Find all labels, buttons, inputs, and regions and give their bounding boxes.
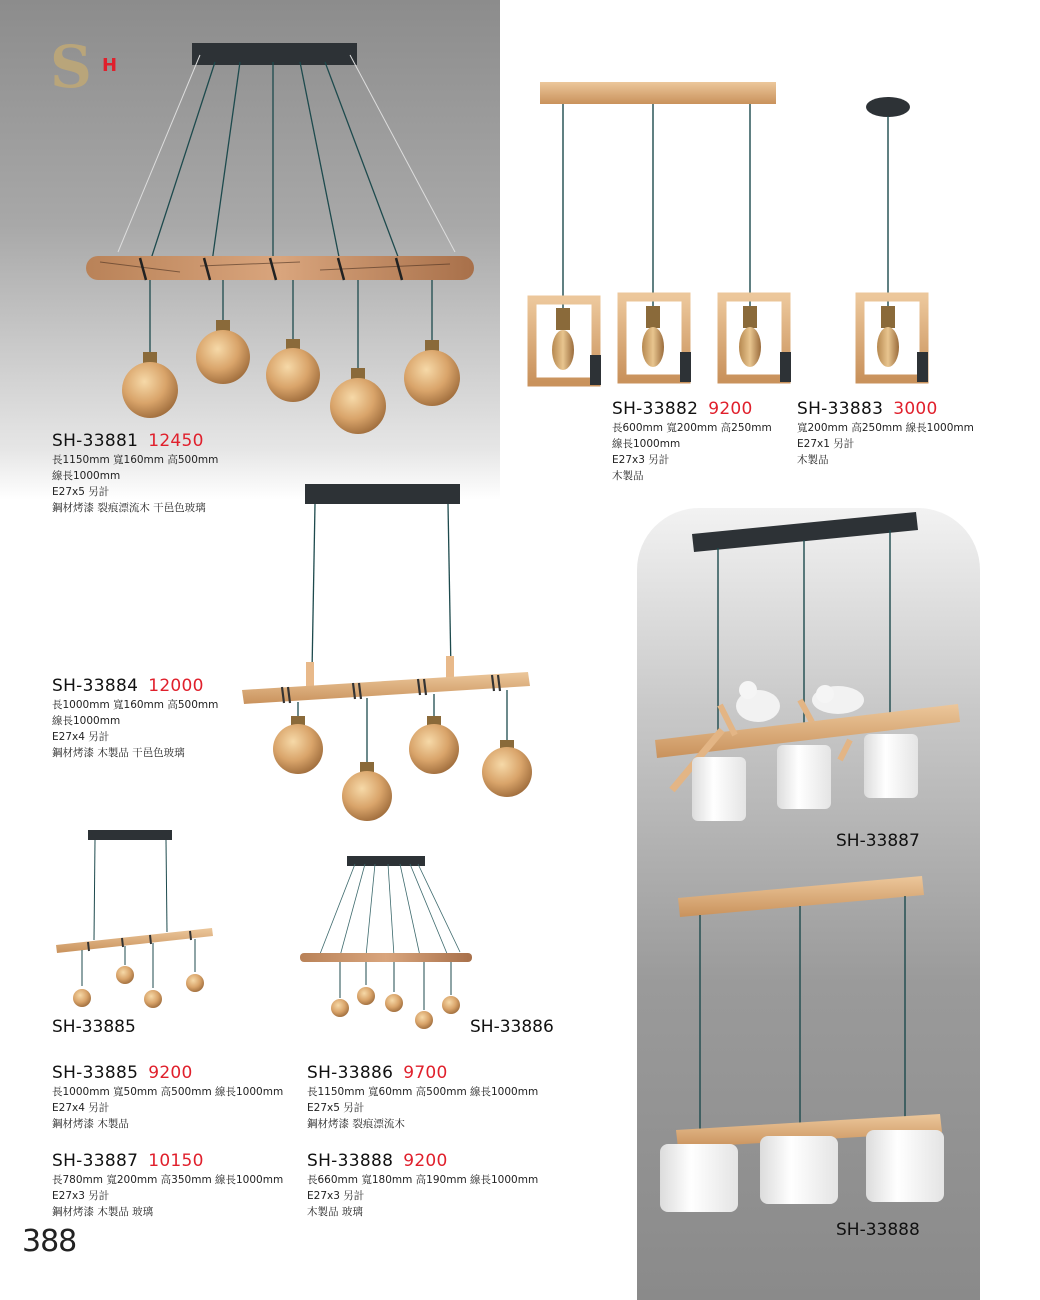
product-price: 9200 bbox=[403, 1151, 448, 1171]
spec-line: 長1000mm 寬160mm 高500mm bbox=[52, 699, 219, 711]
caption-sh-33888: SH-33888 bbox=[836, 1220, 920, 1240]
spec-line: 寬200mm 高250mm 線長1000mm bbox=[797, 422, 974, 434]
spec-line: 鋼材烤漆 木製品 干邑色玻璃 bbox=[52, 747, 185, 759]
spec-line: 長1150mm 寬160mm 高500mm bbox=[52, 454, 219, 466]
product-code: SH-33885 bbox=[52, 1063, 139, 1083]
product-price: 10150 bbox=[148, 1151, 204, 1171]
illustration-sh-33884 bbox=[242, 484, 532, 821]
spec-line: 木製品 bbox=[612, 470, 644, 482]
product-code: SH-33883 bbox=[797, 399, 884, 419]
spec-line: 長600mm 寬200mm 高250mm bbox=[612, 422, 772, 434]
illustration-sh-33883 bbox=[860, 97, 928, 382]
spec-line: 長1000mm 寬50mm 高500mm 線長1000mm bbox=[52, 1086, 284, 1098]
product-code: SH-33886 bbox=[307, 1063, 394, 1083]
spec-line: 線長1000mm bbox=[612, 438, 681, 450]
illustration-sh-33881 bbox=[86, 43, 474, 434]
illustration-sh-33888 bbox=[660, 876, 944, 1212]
spec-line: 鋼材烤漆 裂痕漂流木 干邑色玻璃 bbox=[52, 502, 206, 514]
product-price: 3000 bbox=[893, 399, 938, 419]
product-sh-33886 bbox=[307, 1062, 538, 1132]
spec-line: E27x5 另計 bbox=[52, 486, 110, 498]
spec-line: E27x5 另計 bbox=[307, 1102, 365, 1114]
logo-letter-h: H bbox=[102, 55, 118, 76]
product-code: SH-33888 bbox=[307, 1151, 394, 1171]
spec-line: 線長1000mm bbox=[52, 715, 121, 727]
product-price: 12000 bbox=[148, 676, 204, 696]
spec-line: E27x3 另計 bbox=[612, 454, 670, 466]
caption-sh-33885: SH-33885 bbox=[52, 1017, 136, 1037]
spec-line: E27x4 另計 bbox=[52, 731, 110, 743]
spec-line: 木製品 玻璃 bbox=[307, 1206, 363, 1218]
illustration-sh-33887 bbox=[655, 512, 960, 821]
logo-letter-s: S bbox=[50, 33, 92, 101]
product-sh-33881 bbox=[52, 430, 218, 516]
product-price: 9200 bbox=[708, 399, 753, 419]
product-sh-33882 bbox=[612, 398, 772, 484]
caption-sh-33887: SH-33887 bbox=[836, 831, 920, 851]
spec-line: 線長1000mm bbox=[52, 470, 121, 482]
spec-line: 鋼材烤漆 裂痕漂流木 bbox=[307, 1118, 405, 1130]
spec-line: 長780mm 寬200mm 高350mm 線長1000mm bbox=[52, 1174, 284, 1186]
spec-line: E27x3 另計 bbox=[307, 1190, 365, 1202]
product-price: 9700 bbox=[403, 1063, 448, 1083]
spec-line: E27x4 另計 bbox=[52, 1102, 110, 1114]
product-sh-33884 bbox=[52, 675, 218, 761]
spec-line: 木製品 bbox=[797, 454, 829, 466]
caption-sh-33886: SH-33886 bbox=[470, 1017, 554, 1037]
spec-line: E27x1 另計 bbox=[797, 438, 855, 450]
spec-line: 長1150mm 寬60mm 高500mm 線長1000mm bbox=[307, 1086, 539, 1098]
spec-line: 長660mm 寬180mm 高190mm 線長1000mm bbox=[307, 1174, 539, 1186]
spec-line: 鋼材烤漆 木製品 bbox=[52, 1118, 129, 1130]
product-price: 12450 bbox=[148, 431, 204, 451]
product-code: SH-33882 bbox=[612, 399, 699, 419]
illustration-sh-33886 bbox=[300, 856, 472, 1029]
product-code: SH-33881 bbox=[52, 431, 139, 451]
product-sh-33887 bbox=[52, 1150, 283, 1220]
spec-line: E27x3 另計 bbox=[52, 1190, 110, 1202]
product-code: SH-33887 bbox=[52, 1151, 139, 1171]
illustration-sh-33882 bbox=[532, 82, 791, 385]
product-price: 9200 bbox=[148, 1063, 193, 1083]
product-sh-33888 bbox=[307, 1150, 538, 1220]
product-sh-33883 bbox=[797, 398, 974, 468]
page-number: 388 bbox=[22, 1224, 77, 1259]
illustration-sh-33885 bbox=[56, 830, 213, 1008]
product-sh-33885 bbox=[52, 1062, 283, 1132]
product-code: SH-33884 bbox=[52, 676, 139, 696]
spec-line: 鋼材烤漆 木製品 玻璃 bbox=[52, 1206, 154, 1218]
